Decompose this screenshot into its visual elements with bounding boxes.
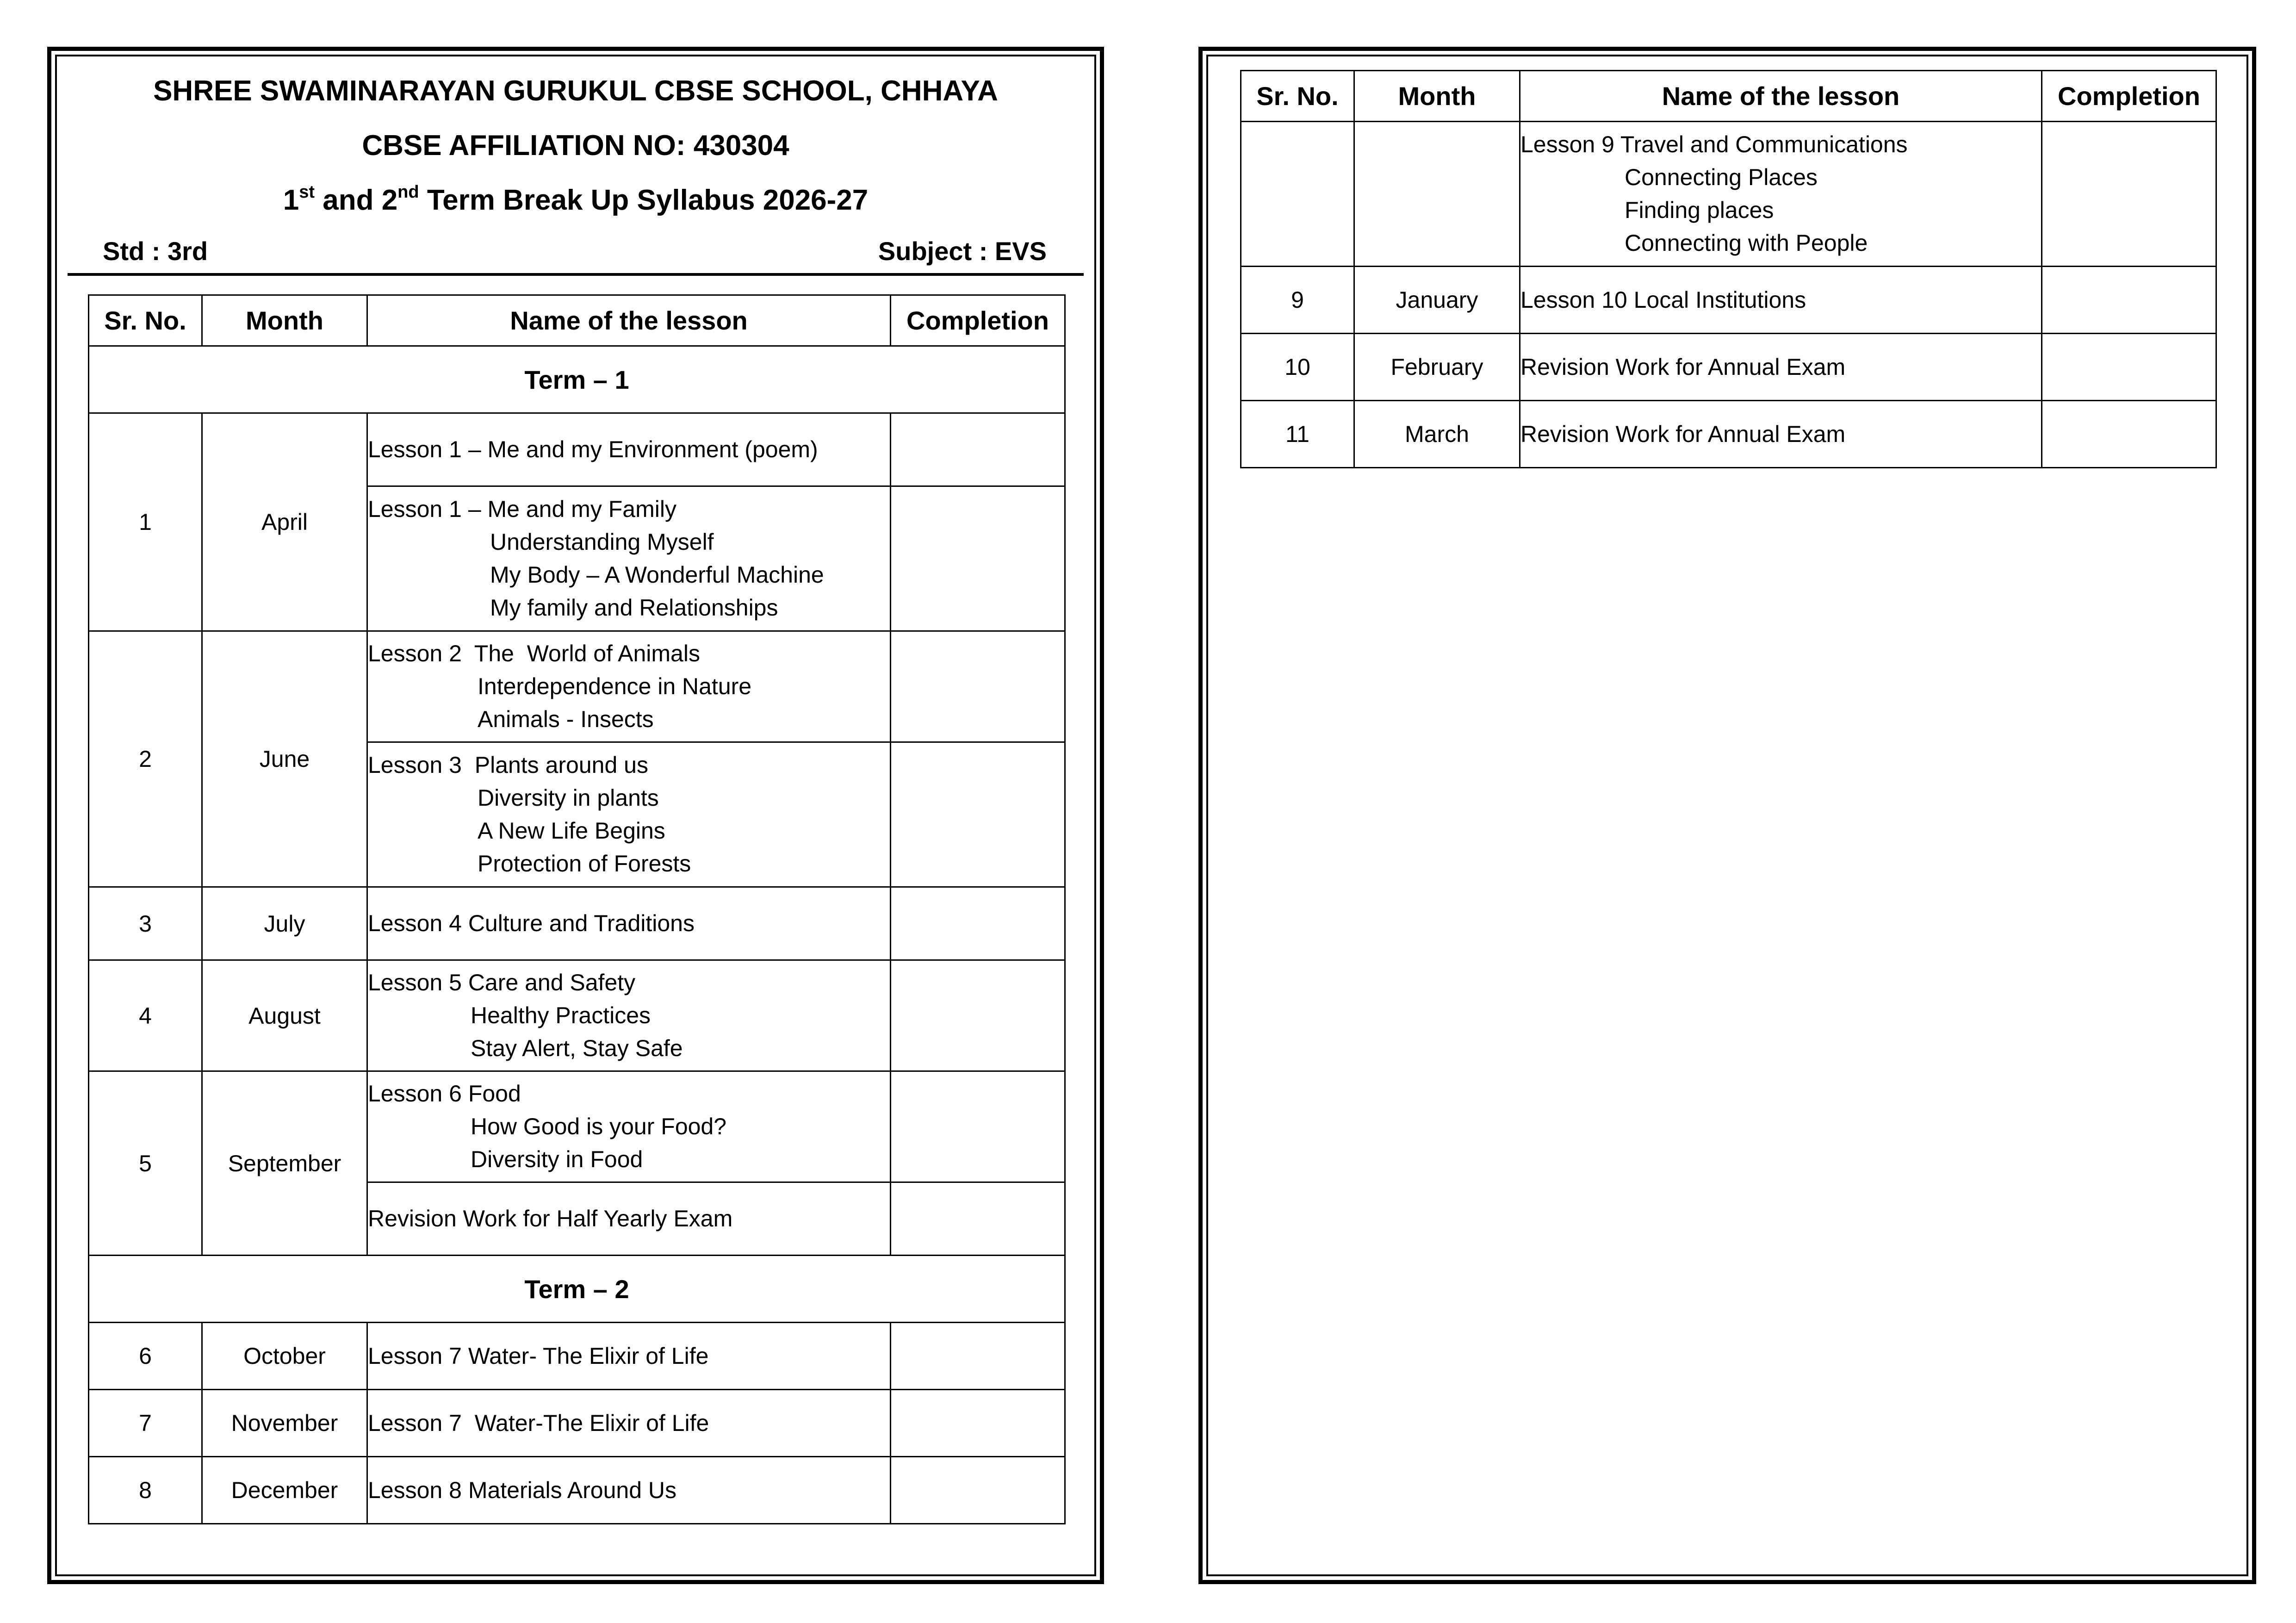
lesson-name: Lesson 7 Water-The Elixir of Life <box>367 1390 891 1457</box>
completion-cell <box>891 960 1065 1071</box>
table-header-row <box>89 295 1065 346</box>
lesson-name: Lesson 6 Food <box>368 1081 521 1107</box>
sr-no: 6 <box>89 1323 202 1390</box>
table-row <box>89 1323 1065 1390</box>
completion-cell <box>2042 122 2216 267</box>
lesson-name: Lesson 5 Care and Safety <box>368 970 636 995</box>
sr-no: 10 <box>1241 334 1354 401</box>
completion-cell <box>891 486 1065 631</box>
lesson-name: Lesson 7 Water- The Elixir of Life <box>367 1323 891 1390</box>
lesson-subtopic: Interdependence in Nature <box>478 673 752 699</box>
col-month-header: Month <box>1354 71 1520 122</box>
sr-no: 9 <box>1241 267 1354 334</box>
col-lesson-header: Name of the lesson <box>367 295 891 346</box>
completion-cell <box>891 742 1065 887</box>
month: October <box>202 1323 367 1390</box>
lesson-name: Revision Work for Annual Exam <box>1520 334 2042 401</box>
completion-cell <box>891 887 1065 960</box>
lesson-subtopic: Diversity in Food <box>471 1146 643 1172</box>
lesson-cell <box>1520 122 2042 267</box>
lesson-name: Lesson 3 Plants around us <box>368 752 648 778</box>
subject-label: Subject : EVS <box>878 236 1047 266</box>
completion-cell <box>891 1323 1065 1390</box>
lesson-subtopic: Animals - Insects <box>478 706 654 732</box>
title-second-sup: nd <box>397 182 419 202</box>
month: February <box>1354 334 1520 401</box>
lesson-name: Lesson 9 Travel and Communications <box>1520 131 1908 157</box>
table-row <box>89 413 1065 486</box>
table-header-row <box>1241 71 2216 122</box>
title-first-sup: st <box>299 182 315 202</box>
school-name: SHREE SWAMINARAYAN GURUKUL CBSE SCHOOL, CHHAYA <box>153 75 998 107</box>
completion-cell <box>891 1457 1065 1524</box>
sr-no: 4 <box>89 960 202 1071</box>
table-row <box>89 1071 1065 1182</box>
term-2-row <box>89 1256 1065 1323</box>
month: June <box>202 631 367 887</box>
month: January <box>1354 267 1520 334</box>
completion-cell <box>891 413 1065 486</box>
month: April <box>202 413 367 631</box>
table-row <box>1241 334 2216 401</box>
lesson-cell <box>367 742 891 887</box>
table-row <box>89 960 1065 1071</box>
col-completion-header: Completion <box>891 295 1065 346</box>
completion-cell <box>2042 401 2216 468</box>
affiliation-number: CBSE AFFILIATION NO: 430304 <box>362 130 789 162</box>
lesson-name: Revision Work for Annual Exam <box>1520 401 2042 468</box>
lesson-name: Lesson 1 – Me and my Environment (poem) <box>367 413 891 486</box>
table-row <box>1241 401 2216 468</box>
sr-no: 1 <box>89 413 202 631</box>
month: July <box>202 887 367 960</box>
sr-no: 2 <box>89 631 202 887</box>
lesson-name: Lesson 8 Materials Around Us <box>367 1457 891 1524</box>
lesson-subtopic: A New Life Begins <box>478 818 665 844</box>
month: August <box>202 960 367 1071</box>
col-completion-header: Completion <box>2042 71 2216 122</box>
completion-cell <box>2042 267 2216 334</box>
title-first-num: 1 <box>283 184 299 216</box>
table-row <box>89 631 1065 742</box>
lesson-subtopic: My family and Relationships <box>490 595 778 621</box>
month: September <box>202 1071 367 1256</box>
title-and: and <box>315 184 382 216</box>
term-1-label: Term – 1 <box>89 346 1065 413</box>
completion-cell <box>891 1182 1065 1256</box>
sr-no: 7 <box>89 1390 202 1457</box>
completion-cell <box>891 1390 1065 1457</box>
lesson-name: Lesson 4 Culture and Traditions <box>367 887 891 960</box>
lesson-subtopic: How Good is your Food? <box>471 1113 727 1139</box>
lesson-name: Revision Work for Half Yearly Exam <box>367 1182 891 1256</box>
lesson-cell <box>367 486 891 631</box>
lesson-subtopic: Understanding Myself <box>490 529 714 555</box>
header-divider <box>68 273 1084 276</box>
table-row <box>1241 267 2216 334</box>
lesson-subtopic: Finding places <box>1625 197 1774 223</box>
sr-no: 8 <box>89 1457 202 1524</box>
term-1-row <box>89 346 1065 413</box>
term-2-label: Term – 2 <box>89 1256 1065 1323</box>
month: March <box>1354 401 1520 468</box>
month <box>1354 122 1520 267</box>
sr-no <box>1241 122 1354 267</box>
col-sr-header: Sr. No. <box>89 295 202 346</box>
completion-cell <box>2042 334 2216 401</box>
lesson-cell <box>367 631 891 742</box>
lesson-cell <box>367 960 891 1071</box>
syllabus-title <box>47 182 1104 219</box>
lesson-subtopic: Connecting with People <box>1625 230 1868 256</box>
completion-cell <box>891 631 1065 742</box>
col-sr-header: Sr. No. <box>1241 71 1354 122</box>
lesson-name: Lesson 2 The World of Animals <box>368 640 700 666</box>
sr-no: 11 <box>1241 401 1354 468</box>
sr-no: 3 <box>89 887 202 960</box>
lesson-subtopic: My Body – A Wonderful Machine <box>490 562 824 588</box>
col-month-header: Month <box>202 295 367 346</box>
lesson-subtopic: Connecting Places <box>1625 164 1818 190</box>
table-row <box>89 1457 1065 1524</box>
syllabus-table-continued <box>1240 70 2217 468</box>
lesson-name: Lesson 10 Local Institutions <box>1520 267 2042 334</box>
table-row <box>89 1390 1065 1457</box>
lesson-subtopic: Stay Alert, Stay Safe <box>471 1035 683 1061</box>
lesson-cell <box>367 1071 891 1182</box>
standard-label: Std : 3rd <box>103 236 208 266</box>
table-row <box>89 887 1065 960</box>
sr-no: 5 <box>89 1071 202 1256</box>
lesson-subtopic: Healthy Practices <box>471 1002 651 1028</box>
completion-cell <box>891 1071 1065 1182</box>
month: December <box>202 1457 367 1524</box>
col-lesson-header: Name of the lesson <box>1520 71 2042 122</box>
lesson-name: Lesson 1 – Me and my Family <box>368 496 676 522</box>
title-rest: Term Break Up Syllabus 2026-27 <box>419 184 869 216</box>
lesson-subtopic: Diversity in plants <box>478 785 659 811</box>
syllabus-table-term <box>88 294 1066 1524</box>
title-second-num: 2 <box>381 184 398 216</box>
lesson-subtopic: Protection of Forests <box>478 851 691 877</box>
table-row <box>1241 122 2216 267</box>
month: November <box>202 1390 367 1457</box>
